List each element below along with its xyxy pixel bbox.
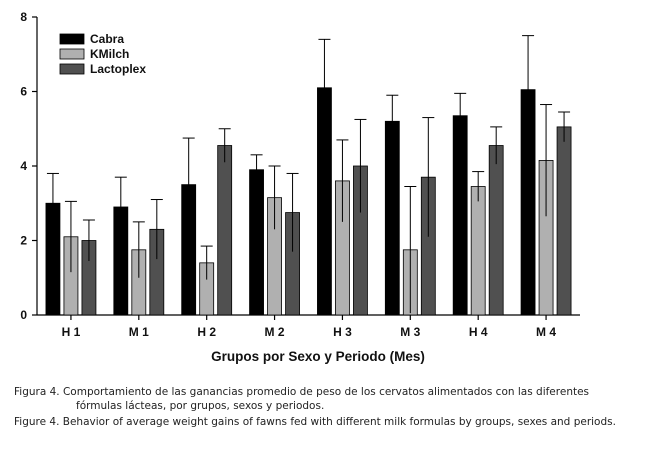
x-tick-label: H 2 — [197, 325, 217, 339]
y-tick-label: 4 — [20, 159, 27, 173]
y-tick-label: 2 — [20, 233, 27, 248]
x-tick-label: H 1 — [61, 325, 81, 339]
bar-kmilch — [471, 186, 485, 315]
x-tick-label: M 2 — [264, 325, 285, 339]
y-tick-label: 6 — [20, 84, 27, 99]
y-tick-label: 0 — [20, 308, 27, 322]
x-tick-label: M 4 — [536, 325, 557, 339]
legend-swatch-lactoplex — [60, 64, 84, 74]
legend-label-lactoplex: Lactoplex — [90, 62, 147, 76]
legend-swatch-cabra — [60, 34, 84, 44]
legend-label-cabra: Cabra — [90, 32, 125, 46]
bar-lactoplex — [218, 146, 232, 315]
caption-spanish-line1: Figura 4. Comportamiento de las ganancias promedio de peso de los cervatos alimentados con las diferentes — [14, 386, 590, 398]
bar-series-group — [46, 36, 571, 315]
bar-cabra — [250, 170, 264, 315]
y-tick-label: 8 — [20, 10, 27, 24]
legend-swatch-kmilch — [60, 49, 84, 59]
legend — [60, 32, 146, 76]
x-tick-label: H 3 — [333, 325, 352, 339]
x-axis-label: Grupos por Sexo y Periodo (Mes) — [211, 349, 425, 364]
bar-lactoplex — [489, 146, 503, 315]
figure-caption-spanish — [14, 385, 659, 413]
x-tick-label: H 4 — [468, 325, 488, 339]
bar-lactoplex — [557, 127, 571, 315]
bar-cabra — [453, 116, 467, 315]
figure-caption-english: Figure 4. Behavior of average weight gains of fawns fed with different milk formulas by groups, sexes and periods. — [14, 416, 616, 428]
x-tick-label: M 1 — [128, 325, 149, 339]
y-axis — [20, 10, 37, 322]
x-tick-label: M 3 — [400, 325, 421, 339]
bar-cabra — [385, 121, 399, 315]
caption-spanish-line2: fórmulas lácteas, por grupos, sexos y periodos. — [76, 400, 325, 412]
x-axis — [37, 315, 580, 339]
legend-label-kmilch: KMilch — [90, 47, 130, 61]
